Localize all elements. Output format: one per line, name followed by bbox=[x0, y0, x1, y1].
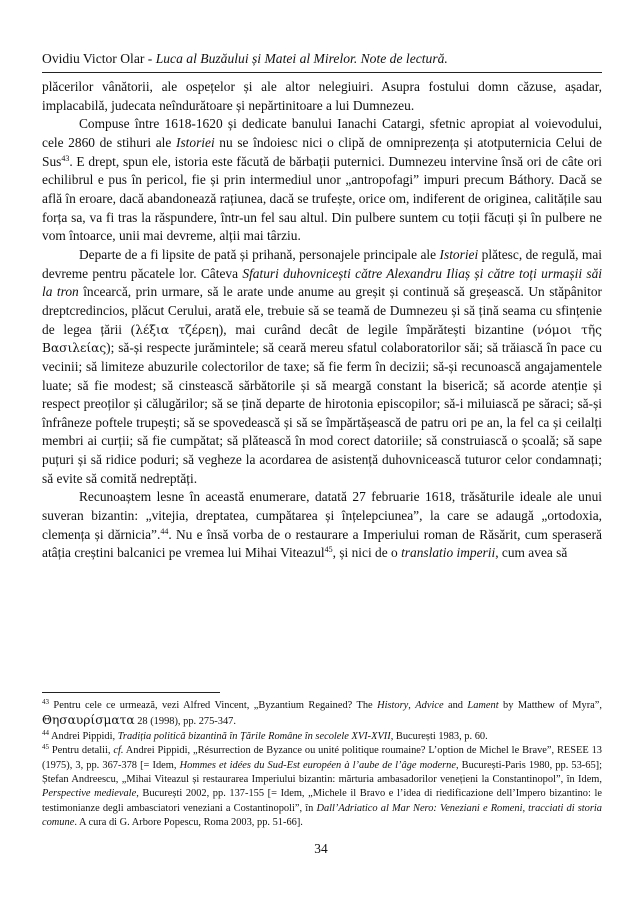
footnote-text: 28 (1998), pp. 275-347. bbox=[134, 716, 236, 728]
greek-term: νόμοι τῆς Βασιλείας bbox=[42, 322, 602, 356]
header-title: Luca al Buzăului și Matei al Mirelor. Note de lectură. bbox=[155, 51, 448, 66]
paragraph-4-term: translatio imperii bbox=[401, 545, 496, 561]
paragraph-4-text: , și nici de o bbox=[332, 545, 402, 561]
paragraph-4-text: , cum avea să bbox=[495, 545, 568, 561]
footnote-title: Perspective medievale bbox=[42, 788, 137, 800]
footnote-number: 44 bbox=[42, 728, 49, 737]
footnote-ref-43[interactable]: 43 bbox=[61, 153, 70, 163]
footnote-title: Tradiția politică bizantină în Țările Române în secolele XVI-XVII bbox=[117, 730, 391, 742]
footnote-abbrev: cf. bbox=[113, 745, 124, 757]
paragraph-4 bbox=[42, 488, 602, 563]
paragraph-3 bbox=[42, 246, 602, 489]
footnote-43 bbox=[42, 699, 602, 730]
footnote-text: , București 1983, p. 60. bbox=[390, 730, 488, 742]
footnote-title: Hommes et idées du Sud-Est européen à l’aube de l’âge moderne bbox=[179, 759, 456, 771]
header-divider bbox=[42, 72, 602, 73]
footnote-text: Andrei Pippidi, bbox=[49, 730, 118, 742]
footnote-ref-44[interactable]: 44 bbox=[160, 526, 169, 536]
paragraph-1-text: plăcerilor vânătorii, ale ospețelor și ale altor nelegiuiri. Asupra fostului domn căzuse, așadar, implacabilă, judecata neîndurătoare și nepărtinitoare a lui Dumnezeu. bbox=[42, 79, 602, 113]
main-text bbox=[42, 78, 602, 563]
header-author: Ovidiu Victor Olar - bbox=[42, 51, 156, 66]
footnote-text: , București 2002, pp. 137-155 [= Idem, „Michele il Bravo e l’idea di riedificazione dell’Impero bizantino: le testimonianze degli ambasciatori veneziani a Costantinopoli”, în bbox=[42, 788, 602, 814]
footnote-45 bbox=[42, 744, 602, 830]
footnote-text: Pentru cele ce urmează, vezi Alfred Vincent, „Byzantium Regained? The bbox=[49, 700, 378, 711]
footnote-44 bbox=[42, 730, 602, 744]
paragraph-2-text: nu se îndoiesc nici o clipă de omniprezența și atotputernicia Celui de Sus bbox=[42, 134, 602, 169]
footnote-number: 45 bbox=[42, 743, 49, 752]
footnote-text: , București-Paris 1980, pp. 53-65]; Ștefan Andreescu, „Mihai Viteazul și restaurarea Imperiului bizantin: mărturia ambasadorilor venețieni la Constantinopol”, în Idem, bbox=[42, 759, 602, 786]
paragraph-3-text: plătesc, de regulă, mai devreme pentru păcatele lor. Câteva bbox=[42, 246, 602, 281]
paragraph-2-text: Compuse între 1618-1620 și dedicate banului Ianachi Catargi, sfetnic apropiat al voievodului, cele 2860 de stihuri ale bbox=[42, 116, 602, 150]
paragraph-3-text: Departe de a fi lipsite de pată și prihană, personajele principale ale bbox=[79, 246, 440, 262]
paragraph-3-text: încearcă, prin urmare, să le arate unde anume au greșit și continuă să greșească. Un stăpânitor dreptcredincios, plăcut Cerului, arată ele, trebuie să se teamă de Dumnezeu și să țină seama cu sfințenie de legea țării ( bbox=[42, 284, 602, 337]
footnote-text: Andrei Pippidi, „Résurrection de Byzance ou unité politique roumaine? L’option de Michel le Brave”, RESEE 13 (1975), 3, pp. 367-378 [= Idem, bbox=[42, 745, 602, 771]
paragraph-4-text: . Nu e însă vorba de o restaurare a Imperiului roman de Răsărit, cum speraseră atâția creștini balcanici pe vremea lui Mihai Viteazul bbox=[42, 526, 602, 561]
page-number: 34 bbox=[314, 841, 328, 856]
footnote-text: . A cura di G. Arbore Popescu, Roma 2003, pp. 51-66]. bbox=[74, 817, 303, 829]
paragraph-3-title: Istoriei bbox=[439, 246, 479, 262]
footnotes bbox=[42, 699, 602, 831]
paragraph-3-text: ); să-și respecte jurămintele; să ceară mereu sfatul colaboratorilor săi; să trăiască în pace cu vecinii; să limiteze abuzurile colectorilor de taxe; să fie ferm în decizii; să-și recunoască angajamentele luate; să fie modest; să cinstească sărbătorile și să meargă constant la biserică; să acorde atenție și respect preoților și călugărilor; să se țină departe de hirotonia episcopilor; să-i miluiască pe săraci; să-și înfrâneze poftele trupești; să se spovedească și să se împărtășească de patru ori pe an, la fel ca și ceilalți membri ai curții; să fie cumpătat; să plătească în mod corect datoriile; să construiască o școală; să sape puțuri și să ridice poduri; să vegheze la acordarea de asistență duhovnicească tuturor celor condamnați; să evite să comită nedreptăți. bbox=[42, 340, 602, 486]
footnote-text: by Matthew of Myra”, bbox=[498, 700, 603, 711]
footnote-text: , bbox=[408, 700, 416, 711]
footnote-title: Dall’Adriatico al Mar Nero: Veneziani e Romeni, tracciati di storia comune bbox=[42, 802, 603, 829]
footnote-title: History bbox=[377, 700, 409, 711]
paragraph-3-text: ), mai curând decât de legile împărătești bizantine ( bbox=[218, 321, 538, 337]
greek-term: λέξια τζέρεη bbox=[135, 322, 219, 337]
footnote-journal: Θησαυρίσματα bbox=[42, 713, 135, 728]
paragraph-3-title: Sfaturi duhovnicești către Alexandru Iliaș și către toți urmașii săi la tron bbox=[42, 265, 603, 300]
footnote-title: Advice bbox=[415, 700, 444, 711]
footnote-title: Lament bbox=[467, 700, 499, 711]
paragraph-4-text: Recunoaștem lesne în această enumerare, datată 27 februarie 1618, trăsăturile ideale ale unui suveran bizantin: „vitejia, dreptatea, cumpătarea și înțelepciunea”, la care se adaugă „ortodoxia, clemența și dărnicia”. bbox=[42, 489, 602, 542]
footnote-text: Pentru detalii, bbox=[49, 745, 114, 757]
footnote-ref-45[interactable]: 45 bbox=[324, 545, 333, 555]
paragraph-2 bbox=[42, 115, 602, 246]
footnote-number: 43 bbox=[42, 698, 49, 706]
paragraph-2-text: . E drept, spun ele, istoria este făcută de bărbații puternici. Dumnezeu intervine însă ori de câte ori echilibrul e pus în pericol, fie și prin intermediul unor „antropofagi” impuri precum Báthory. Dacă se află în eroare, dacă abandonează rațiunea, dacă se trufește, orice om, indiferent de originea, calitățile sau forța sa, va fi tras la răspundere, într-un fel sau altul. Din pulbere suntem cu toții făcuți și în pulbere ne vom întoarce, unii mai devreme, alții mai târziu. bbox=[42, 153, 602, 244]
footnote-divider bbox=[42, 692, 220, 693]
paragraph-2-title: Istoriei bbox=[175, 134, 215, 150]
footnote-text: and bbox=[443, 700, 468, 711]
paragraph-1 bbox=[42, 78, 602, 115]
running-header bbox=[42, 51, 602, 67]
